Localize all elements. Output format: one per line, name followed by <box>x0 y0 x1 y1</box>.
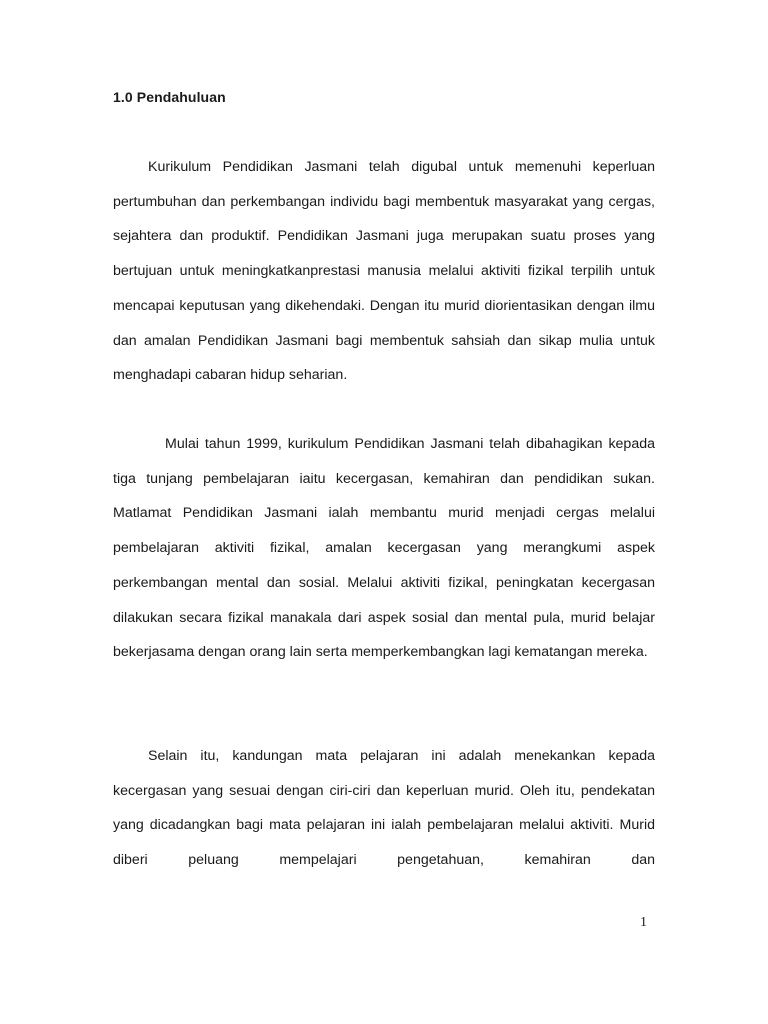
paragraph-introduction: Kurikulum Pendidikan Jasmani telah digubal untuk memenuhi keperluan pertumbuhan dan perkembangan individu bagi membentuk masyarakat yang cergas, sejahtera dan produktif. Pendidikan Jasmani juga merupakan suatu proses yang bertujuan untuk meningkatkanprestasi manusia melalui aktiviti fizikal terpilih untuk mencapai keputusan yang dikehendaki. Dengan itu murid diorientasikan dengan ilmu dan amalan Pendidikan Jasmani bagi membentuk sahsiah dan sikap mulia untuk menghadapi cabaran hidup seharian. <box>113 159 655 384</box>
paragraph-content-emphasis: Selain itu, kandungan mata pelajaran ini adalah menekankan kepada kecergasan yang sesuai dengan ciri-ciri dan keperluan murid. Oleh itu, pendekatan yang dicadangkan bagi mata pelajaran ini ialah pembelajaran melalui aktiviti. Murid diberi peluang mempelajari pengetahuan, kemahiran dan <box>113 748 655 869</box>
page-number: 1 <box>640 915 647 930</box>
paragraph-curriculum-1999: Mulai tahun 1999, kurikulum Pendidikan Jasmani telah dibahagikan kepada tiga tunjang pembelajaran iaitu kecergasan, kemahiran dan pendidikan sukan. Matlamat Pendidikan Jasmani ialah membantu murid menjadi cergas melalui pembelajaran aktiviti fizikal, amalan kecergasan yang merangkumi aspek perkembangan mental dan sosial. Melalui aktiviti fizikal, peningkatan kecergasan dilakukan secara fizikal manakala dari aspek sosial dan mental pula, murid belajar bekerjasama dengan orang lain serta memperkembangkan lagi kematangan mereka. <box>113 436 655 661</box>
section-heading: 1.0 Pendahuluan <box>113 89 226 105</box>
